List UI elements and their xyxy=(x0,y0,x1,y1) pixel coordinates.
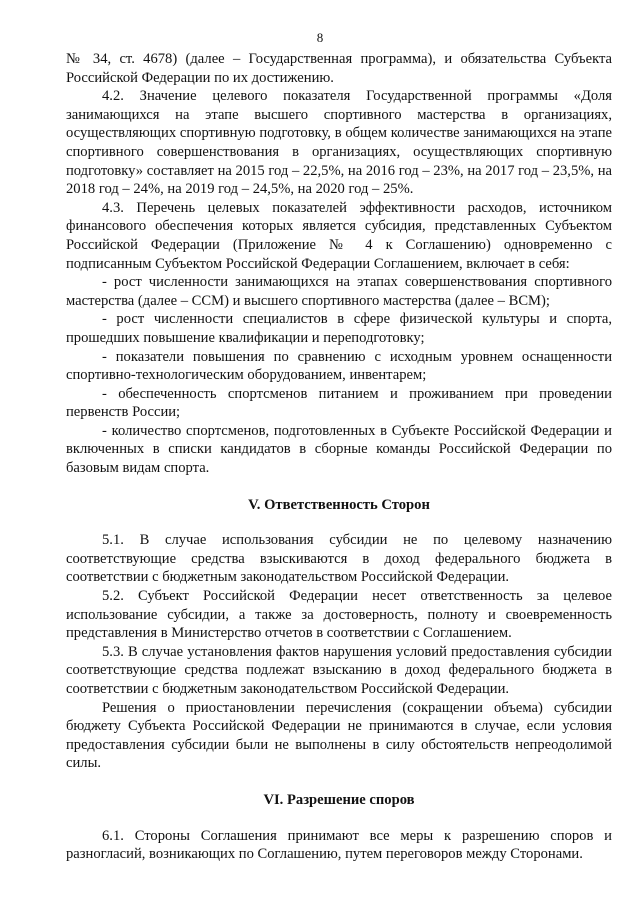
section-heading-responsibility: V. Ответственность Сторон xyxy=(248,496,430,513)
section-disputes-body xyxy=(66,827,612,864)
section-heading-disputes: VI. Разрешение споров xyxy=(263,791,415,808)
paragraph-continuation: № 34, ст. 4678) (далее – Государственная программа), и обязательства Субъекта Российской Федерации по их достижению. xyxy=(66,51,612,86)
list-item-specialists-training: - рост численности специалистов в сфере физической культуры и спорта, прошедших повышение квалификации и переподготовку; xyxy=(66,311,612,346)
list-item-athlete-provision: - обеспеченность спортсменов питанием и проживанием при проведении первенств России; xyxy=(66,385,612,421)
list-item-growth-ssm-vsm: - рост численности занимающихся на этапах совершенствования спортивного мастерства (далее – ССМ) и высшего спортивного мастерства (далее – ВСМ); xyxy=(66,274,612,309)
paragraph-6-1: 6.1. Стороны Соглашения принимают все меры к разрешению споров и разногласий, возникающих по Соглашению, путем переговоров между Сторонами. xyxy=(66,827,612,863)
paragraph-4-3: 4.3. Перечень целевых показателей эффективности расходов, источником финансового обеспечения которых является субсидия, представленных Субъектом Российской Федерации (Приложение № 4 к Соглашению) одновременно с подписанным Субъектом Российской Федерации Соглашением, включает в себя: xyxy=(66,199,612,272)
paragraph-suspension-decisions: Решения о приостановлении перечисления (сокращении объема) субсидии бюджету Субъекта Российской Федерации не принимаются в случае, если условия предоставления субсидии были не выполнены в силу обстоятельств непреодолимой силы. xyxy=(66,699,612,772)
document-body xyxy=(66,50,612,864)
list-item-equipment-level: - показатели повышения по сравнению с исходным уровнем оснащенности спортивно-технологическим оборудованием, инвентарем; xyxy=(66,348,612,384)
list-item-national-team-candidates: - количество спортсменов, подготовленных в Субъекте Российской Федерации и включенных в списки кандидатов в сборные команды Российской Федерации по базовым видам спорта. xyxy=(66,422,612,477)
paragraph-5-2: 5.2. Субъект Российской Федерации несет ответственность за целевое использование субсидии, а также за достоверность, полноту и своевременность представления в Министерство отчетов в соответствии с Соглашением. xyxy=(66,588,612,642)
paragraph-5-3: 5.3. В случае установления фактов нарушения условий предоставления субсидии соответствующие средства подлежат взысканию в доход федерального бюджета в соответствии с бюджетным законодательством Российской Федерации. xyxy=(66,643,612,697)
page-number: 8 xyxy=(316,30,324,45)
section-responsibility-body xyxy=(66,531,612,773)
paragraph-4-2: 4.2. Значение целевого показателя Государственной программы «Доля занимающихся на этапе высшего спортивного мастерства в организациях, осуществляющих спортивную подготовку, в общем количестве занимающихся на этапе спортивного совершенствования в организациях, осуществляющих спортивную подготовку» составляет на 2015 год – 22,5%, на 2016 год – 23%, на 2017 год – 23,5%, на 2018 год – 24%, на 2019 год – 24,5%, на 2020 год – 25%. xyxy=(66,88,612,198)
paragraph-5-1: 5.1. В случае использования субсидии не по целевому назначению соответствующие средства взыскиваются в доход федерального бюджета в соответствии с бюджетным законодательством Российской Федерации. xyxy=(66,532,612,586)
